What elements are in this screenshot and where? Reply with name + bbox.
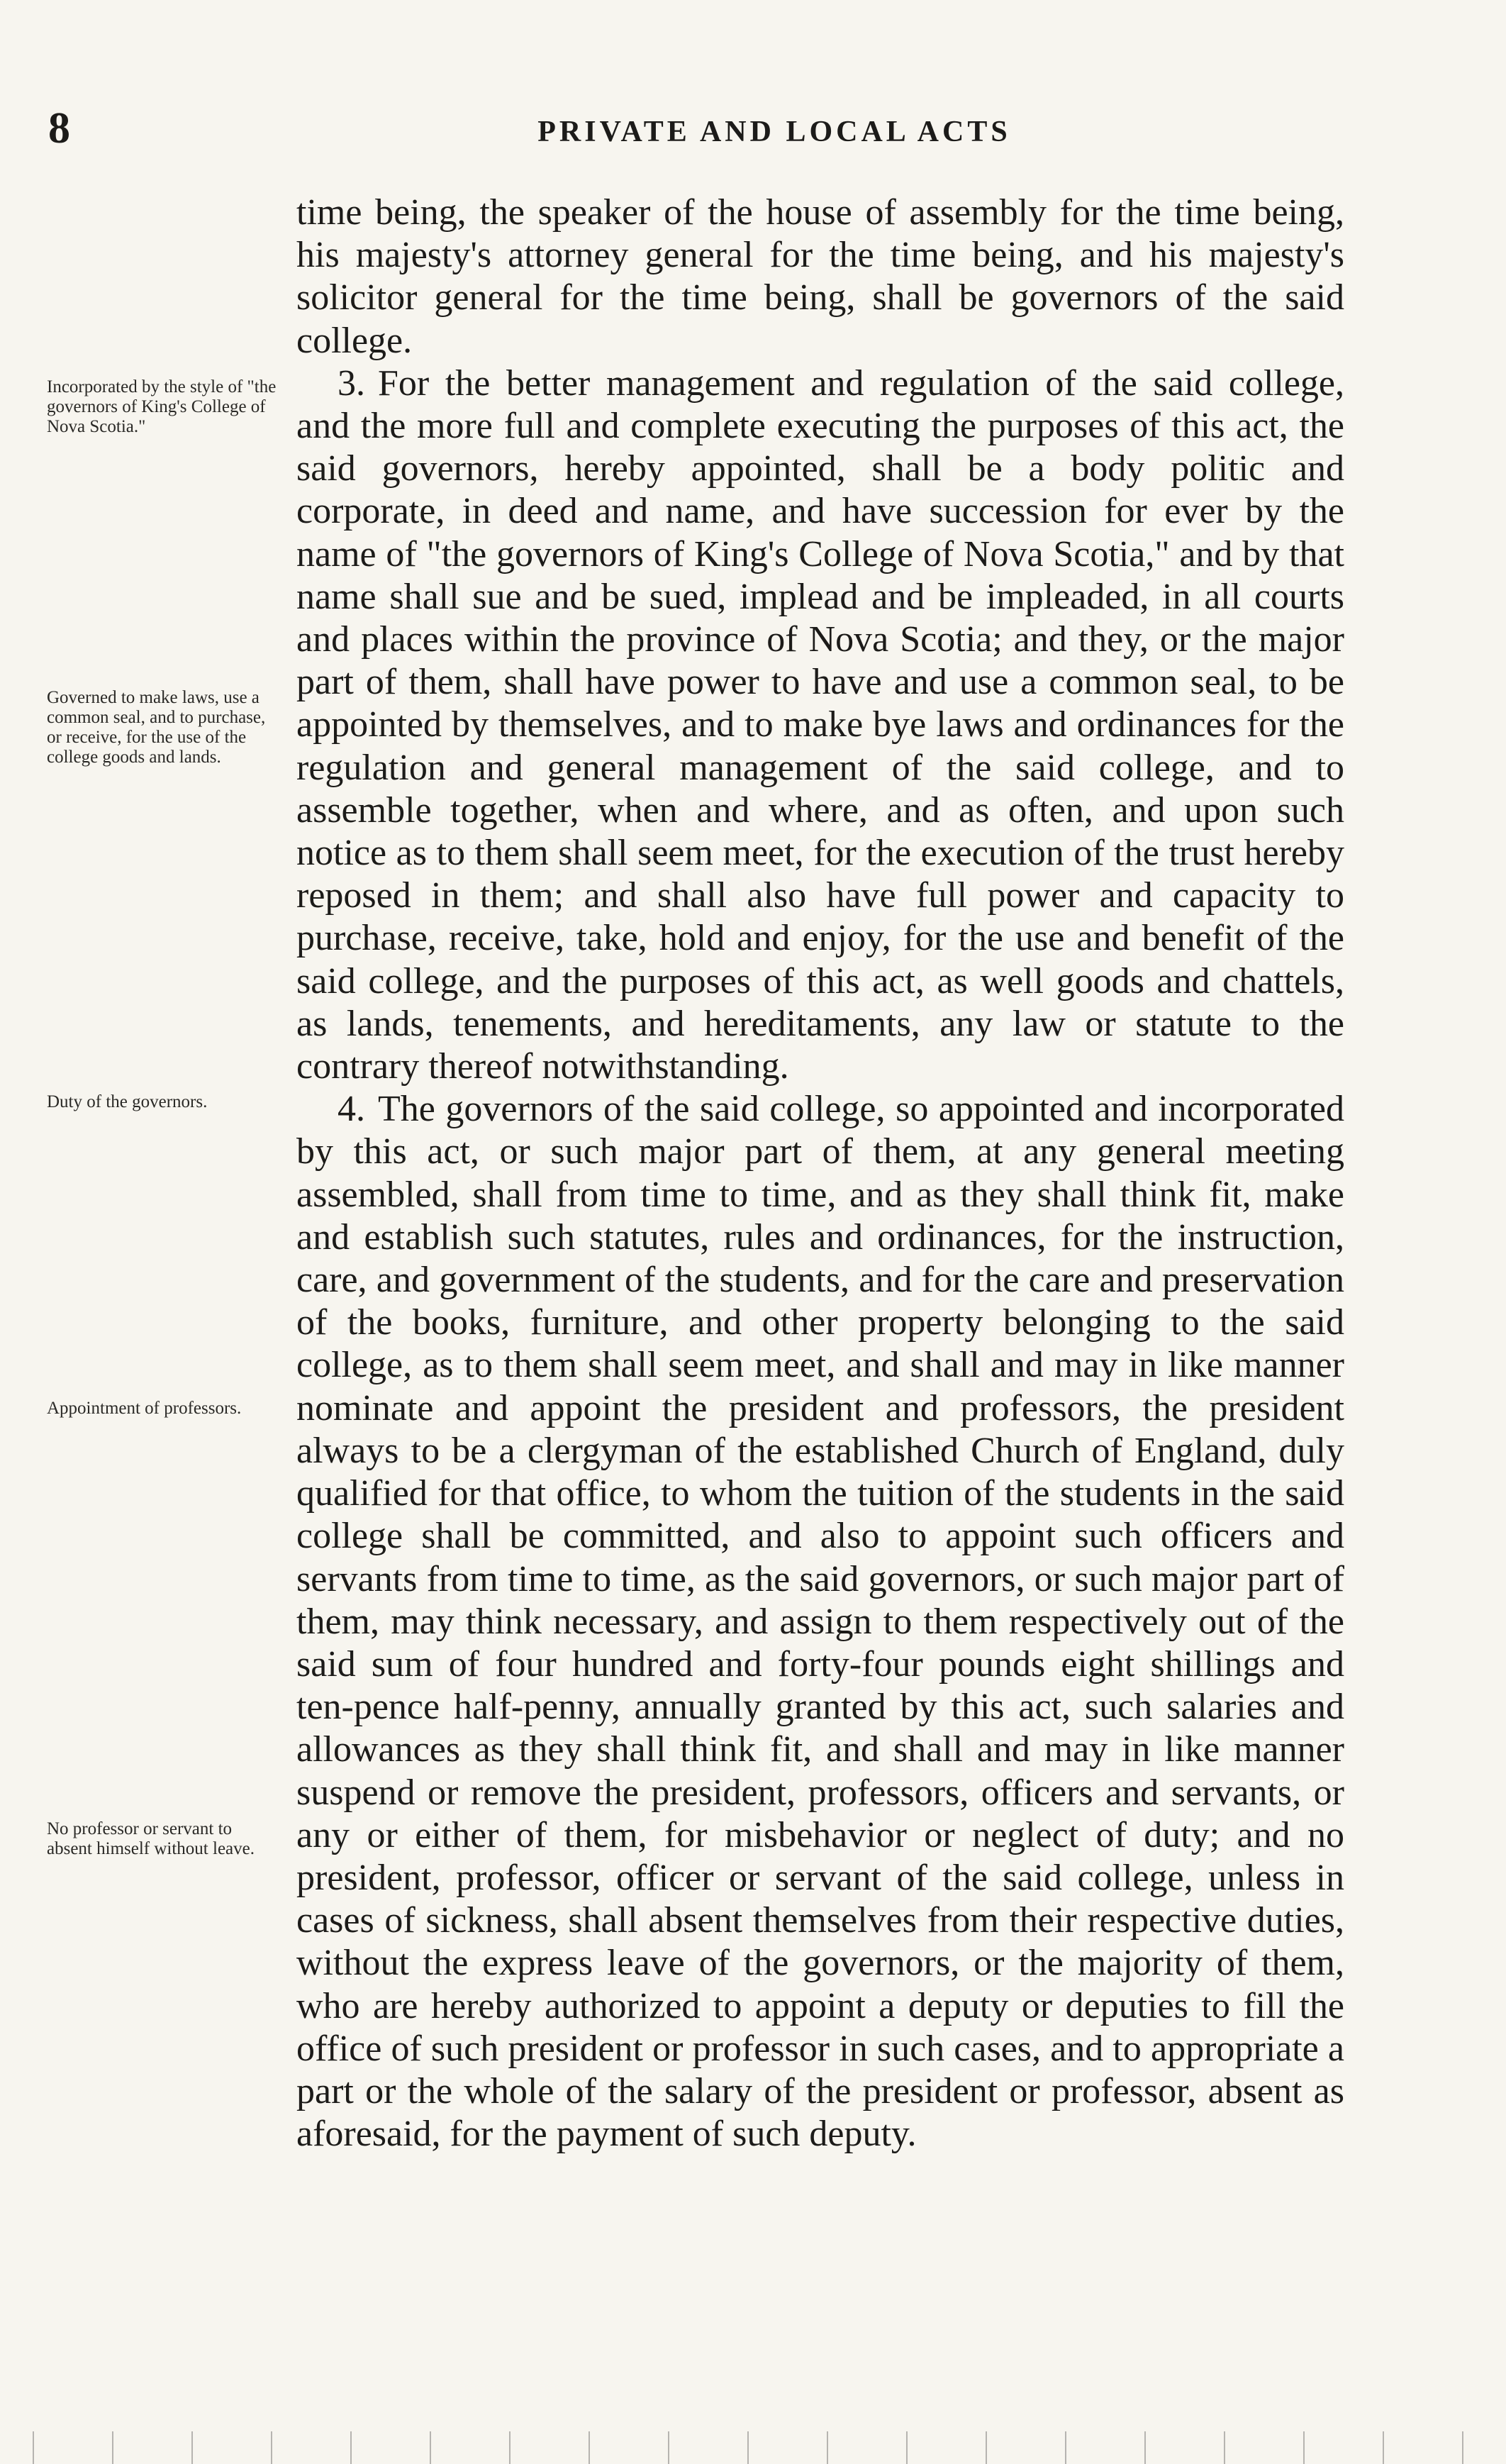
section-4-text: The governors of the said college, so appointed and incorporated by this act, or such major part of them, at any general meeting assembled, shall from time to time, and as they shall think fit, make and establish such statutes, rules and ordinances, for the instruction, care, and government of the students, and for the care and preservation of the books, furniture, and other property belonging to the said college, as to them shall seem meet, and shall and may in like manner nominate and appoint the president and professors, the president always to be a clergyman of the established Church of England, duly qualified for that office, to whom the tuition of the students in the said college shall be committed, and also to appoint such officers and servants from time to time, as the said governors, or such major part of them, may think necessary, and assign to them respectively out of the said sum of four hundred and forty-four pounds eight shillings and ten-pence half-penny, annually granted by this act, such salaries and allowances as they shall think fit, and shall and may in like manner suspend or remove the president, professors, officers and servants, or any or either of them, for misbehavior or neglect of duty; and no president, professor, officer or servant of the said college, unless in cases of sickness, shall absent themselves from their respective duties, without the express leave of the governors, or the majority of them, who are hereby authorized to appoint a deputy or deputies to fill the office of such president or professor in such cases, and to appropriate a part or the whole of the salary of the president or professor, absent as aforesaid, for the payment of such deputy.	[296, 1089, 1344, 2155]
continuation-paragraph: time being, the speaker of the house of assembly for the time being, his majesty's attorney general for the time being, and his majesty's solicitor general for the time being, shall be governors of the said college.	[296, 192, 1344, 361]
margin-note-incorporation: Incorporated by the style of "the governors of King's College of Nova Scotia."	[47, 377, 277, 436]
section-4	[296, 1088, 1344, 2155]
margin-note-duty: Duty of the governors.	[47, 1092, 208, 1111]
body-text	[296, 192, 1344, 2155]
section-3	[296, 362, 1344, 1088]
margin-note-powers: Governed to make laws, use a common seal, and to purchase, or receive, for the use of the college goods and lands.	[47, 688, 266, 767]
margin-note-absence: No professor or servant to absent himself without leave.	[47, 1819, 255, 1858]
section-3-text: For the better management and regulation of the said college, and the more full and complete executing the purposes of this act, the said governors, hereby appointed, shall be a body politic and corporate, in deed and name, and have succession for ever by the name of "the governors of King's College of Nova Scotia," and by that name shall sue and be sued, implead and be impleaded, in all courts and places within the province of Nova Scotia; and they, or the major part of them, shall have power to have and use a common seal, to be appointed by themselves, and to make bye laws and ordinances for the regulation and general management of the said college, and to assemble together, when and where, and as often, and upon such notice as to them shall seem meet, for the execution of the trust hereby reposed in them; and shall also have full power and capacity to purchase, receive, take, hold and enjoy, for the use and benefit of the said college, and the purposes of this act, as well goods and chattels, as lands, tenements, and hereditaments, any law or statute to the contrary thereof notwithstanding.	[296, 362, 1344, 1087]
section-3-number: 3.	[338, 362, 365, 404]
section-4-number: 4.	[338, 1089, 365, 1130]
margin-note-appointment: Appointment of professors.	[47, 1399, 242, 1418]
running-head: PRIVATE AND LOCAL ACTS	[537, 116, 1011, 148]
page-edge-marks	[0, 2431, 1506, 2464]
page-number: 8	[48, 104, 70, 152]
